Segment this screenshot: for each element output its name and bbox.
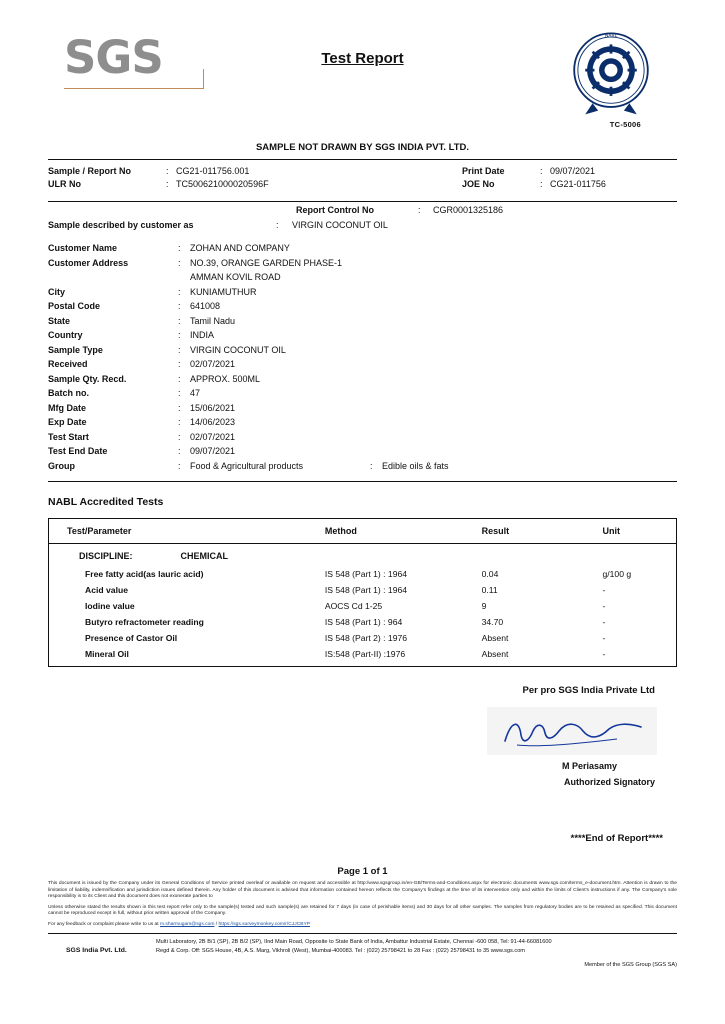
detail-value: ZOHAN AND COMPANY [190, 243, 290, 253]
svg-text:NABL: NABL [604, 34, 618, 40]
column-header-method: Method [324, 526, 357, 536]
discipline-row [49, 544, 676, 566]
table-row [49, 598, 676, 614]
detail-row [48, 444, 677, 459]
cell-parameter: Presence of Castor Oil [85, 633, 178, 643]
cell-result: 9 [481, 601, 487, 611]
footer-survey-link[interactable]: https://sgs.surveymonkey.com/r/CJJCBYP [218, 921, 311, 927]
cell-unit: g/100 g [602, 569, 632, 579]
joe-no-label: JOE No [462, 179, 495, 189]
colon: : [178, 315, 181, 326]
detail-value: AMMAN KOVIL ROAD [190, 272, 281, 282]
company-address-line-1: Multi Laboratory, 2B B/1 (SP), 2B B/2 (SP), IInd Main Road, Opposite to State Bank of India, Ambattur Industrial Estate, Chennai -600 058, Tel: 91-44-66081600 [156, 938, 552, 945]
detail-label [48, 270, 178, 285]
colon: : [166, 179, 169, 189]
cell-unit: - [602, 617, 606, 627]
detail-value: 02/07/2021 [190, 359, 236, 369]
seal-label: TC-5006 [609, 120, 641, 129]
page-number: Page 1 of 1 [337, 866, 388, 877]
divider-details [48, 481, 677, 482]
ulr-no-label: ULR No [48, 179, 81, 189]
cell-result: 0.04 [481, 569, 499, 579]
table-row [49, 614, 676, 630]
colon: : [178, 460, 181, 471]
detail-label: Exp Date [48, 417, 87, 427]
detail-row [48, 314, 677, 329]
company-address-line-2: Regd & Corp. Off: SGS House, 4B, A.S. Marg, Vikhroli (West), Mumbai-400083. Tel : (022) 25798421 to 28 Fax : (022) 25798431 to 35 www.sgs.com [156, 947, 525, 954]
discipline-value: CHEMICAL [180, 551, 229, 561]
detail-value: Tamil Nadu [190, 315, 236, 326]
print-date-value: 09/07/2021 [550, 166, 596, 176]
table-header-row [49, 519, 676, 544]
detail-row [48, 372, 677, 387]
footer-separator: / [215, 921, 219, 927]
per-pro-text: Per pro SGS India Private Ltd [522, 685, 655, 696]
footer-paragraph-3 [48, 922, 677, 929]
cell-result: 0.11 [481, 585, 498, 595]
colon: : [178, 431, 181, 442]
ulr-no-value: TC500621000020596F [176, 179, 269, 189]
page-title: Test Report [321, 50, 404, 67]
colon: : [178, 446, 181, 456]
cell-method: IS 548 (Part 2) : 1976 [324, 633, 408, 643]
signature-icon [497, 711, 647, 751]
detail-row [48, 401, 677, 416]
report-control-no-label: Report Control No [296, 205, 374, 215]
print-date-row [462, 165, 677, 178]
colon: : [178, 286, 181, 297]
identification-block [48, 160, 677, 195]
group-row [48, 459, 677, 474]
colon: : [418, 205, 421, 215]
cell-unit: - [602, 649, 606, 659]
joe-no-value: CG21-011756 [550, 179, 606, 189]
column-header-parameter: Test/Parameter [67, 526, 132, 536]
colon: : [276, 220, 279, 230]
footer-feedback-text: For any feedback or complaint please write to us at [48, 921, 159, 927]
detail-row [48, 357, 677, 372]
sample-report-no-label: Sample / Report No [48, 166, 132, 176]
colon: : [178, 388, 181, 398]
detail-value: 09/07/2021 [190, 446, 236, 456]
detail-row [48, 430, 677, 445]
detail-label: Batch no. [48, 388, 90, 398]
footer-paragraph-1: This document is issued by the Company under its General Conditions of Service printed overleaf or available on request and accessible at http:/www.sgsgroup.in/en-GB/Terms-and-Conditions.aspx for electronic documents www.sgs.com/terms_e-document.htm. Attention is drawn to the limitation of liability, indemnification and jurisdiction issues defined therein. Any holder of this document is advised that information contained hereon reflects the Company's findings at the time of its intervention only and within the limits of Client's instructions if any. The Company's sole responsibility is to its Client and this document does not exonerate parties to [48, 881, 677, 900]
detail-label: Sample Qty. Recd. [48, 373, 127, 384]
detail-value: 641008 [190, 301, 221, 311]
cell-parameter: Mineral Oil [85, 649, 129, 659]
footer-paragraph-2: Unless otherwise stated the results shown in this test report refer only to the sample(s) tested and such sample(s) are retained for 7 days (in case of perishable items) and 30 days for all other samples. The samples from regulatory bodies are to be retained as specified. This document cannot be reproduced except in full, without prior written approval of the Company. [48, 904, 677, 917]
cell-parameter: Butyro refractometer reading [85, 617, 204, 627]
report-control-block [48, 205, 677, 235]
detail-label: Test End Date [48, 446, 108, 456]
cell-unit: - [602, 585, 606, 595]
detail-label: State [48, 315, 71, 326]
colon: : [178, 257, 181, 268]
detail-label: Received [48, 359, 88, 369]
detail-value: 02/07/2021 [190, 431, 236, 442]
colon: : [178, 373, 181, 384]
joe-no-row [462, 178, 677, 191]
company-address-block [48, 934, 677, 956]
detail-row [48, 343, 677, 358]
nabl-seal-icon [565, 26, 657, 118]
sample-described-value: VIRGIN COCONUT OIL [292, 220, 388, 230]
report-sheet [22, 10, 703, 1014]
colon: : [178, 359, 181, 369]
cell-parameter: Iodine value [85, 601, 135, 611]
sample-notice: SAMPLE NOT DRAWN BY SGS INDIA PVT. LTD. [255, 142, 470, 153]
colon: : [178, 301, 181, 311]
cell-method: IS:548 (Part-II) :1976 [324, 649, 406, 659]
detail-row [48, 386, 677, 401]
cell-unit: - [602, 633, 606, 643]
detail-row [48, 415, 677, 430]
detail-label: Postal Code [48, 301, 101, 311]
group-label: Group [48, 460, 75, 471]
cell-parameter: Free fatty acid(as lauric acid) [85, 569, 204, 579]
table-row [49, 566, 676, 582]
report-header [22, 10, 703, 129]
cell-method: IS 548 (Part 1) : 1964 [324, 569, 408, 579]
detail-row [48, 241, 677, 256]
colon: : [540, 179, 543, 189]
print-info-block [462, 165, 677, 191]
table-row [49, 630, 676, 646]
colon: : [178, 330, 181, 340]
detail-value: KUNIAMUTHUR [190, 286, 257, 297]
detail-row [48, 328, 677, 343]
colon: : [178, 344, 181, 355]
column-header-result: Result [481, 526, 510, 536]
detail-value: VIRGIN COCONUT OIL [190, 344, 286, 355]
detail-value: APPROX. 500ML [190, 373, 261, 384]
detail-value: 14/06/2023 [190, 417, 236, 427]
sample-described-label: Sample described by customer as [48, 220, 194, 230]
table-row [49, 582, 676, 598]
colon: : [178, 243, 181, 253]
detail-row [48, 256, 677, 271]
detail-row [48, 285, 677, 300]
footer-email-link[interactable]: m.sharmugam@sgs.com [160, 921, 215, 927]
group-subvalue: Edible oils & fats [382, 460, 449, 471]
cell-unit: - [602, 601, 606, 611]
cell-method: IS 548 (Part 1) : 964 [324, 617, 403, 627]
colon: : [178, 402, 181, 413]
cell-result: Absent [481, 649, 509, 659]
sample-report-no-value: CG21-011756.001 [176, 166, 250, 176]
detail-label: Customer Address [48, 257, 129, 268]
sgs-logo: SGS [64, 31, 163, 84]
discipline-label: DISCIPLINE: [79, 551, 133, 561]
colon [178, 270, 190, 285]
cell-parameter: Acid value [85, 585, 128, 595]
cell-result: Absent [481, 633, 509, 643]
signer-title: Authorized Signatory [563, 777, 655, 787]
detail-label: Mfg Date [48, 402, 86, 413]
group-value: Food & Agricultural products [190, 460, 304, 471]
detail-row [48, 299, 677, 314]
detail-value: NO.39, ORANGE GARDEN PHASE-1 [190, 257, 343, 268]
detail-value: INDIA [190, 330, 215, 340]
signer-name: M Periasamy [561, 761, 617, 771]
colon: : [370, 460, 373, 471]
detail-value: 47 [190, 388, 201, 398]
print-date-label: Print Date [462, 166, 505, 176]
cell-result: 34.70 [481, 617, 504, 627]
member-note: Member of the SGS Group (SGS SA) [584, 961, 677, 968]
divider-id [48, 201, 677, 202]
detail-label: Customer Name [48, 243, 118, 253]
detail-label: Country [48, 330, 83, 340]
company-name: SGS India Pvt. Ltd. [66, 946, 127, 954]
detail-value: 15/06/2021 [190, 402, 236, 413]
customer-details [48, 241, 677, 473]
detail-label: Test Start [48, 431, 89, 442]
nabl-section-heading: NABL Accredited Tests [48, 496, 164, 508]
column-header-unit: Unit [602, 526, 620, 536]
detail-row [48, 270, 677, 285]
end-of-report: ****End of Report**** [570, 833, 663, 844]
signature-block [48, 685, 677, 805]
detail-label: Sample Type [48, 344, 103, 355]
colon: : [166, 166, 169, 176]
logo-tick [203, 69, 204, 89]
detail-label: City [48, 286, 66, 297]
results-table [48, 518, 677, 667]
cell-method: IS 548 (Part 1) : 1964 [324, 585, 408, 595]
footer-terms [48, 881, 677, 929]
colon: : [178, 417, 181, 427]
table-row [49, 646, 676, 666]
report-control-no-value: CGR0001325186 [433, 205, 504, 215]
cell-method: AOCS Cd 1-25 [324, 601, 383, 611]
logo-underline [64, 88, 204, 89]
colon: : [540, 166, 543, 176]
